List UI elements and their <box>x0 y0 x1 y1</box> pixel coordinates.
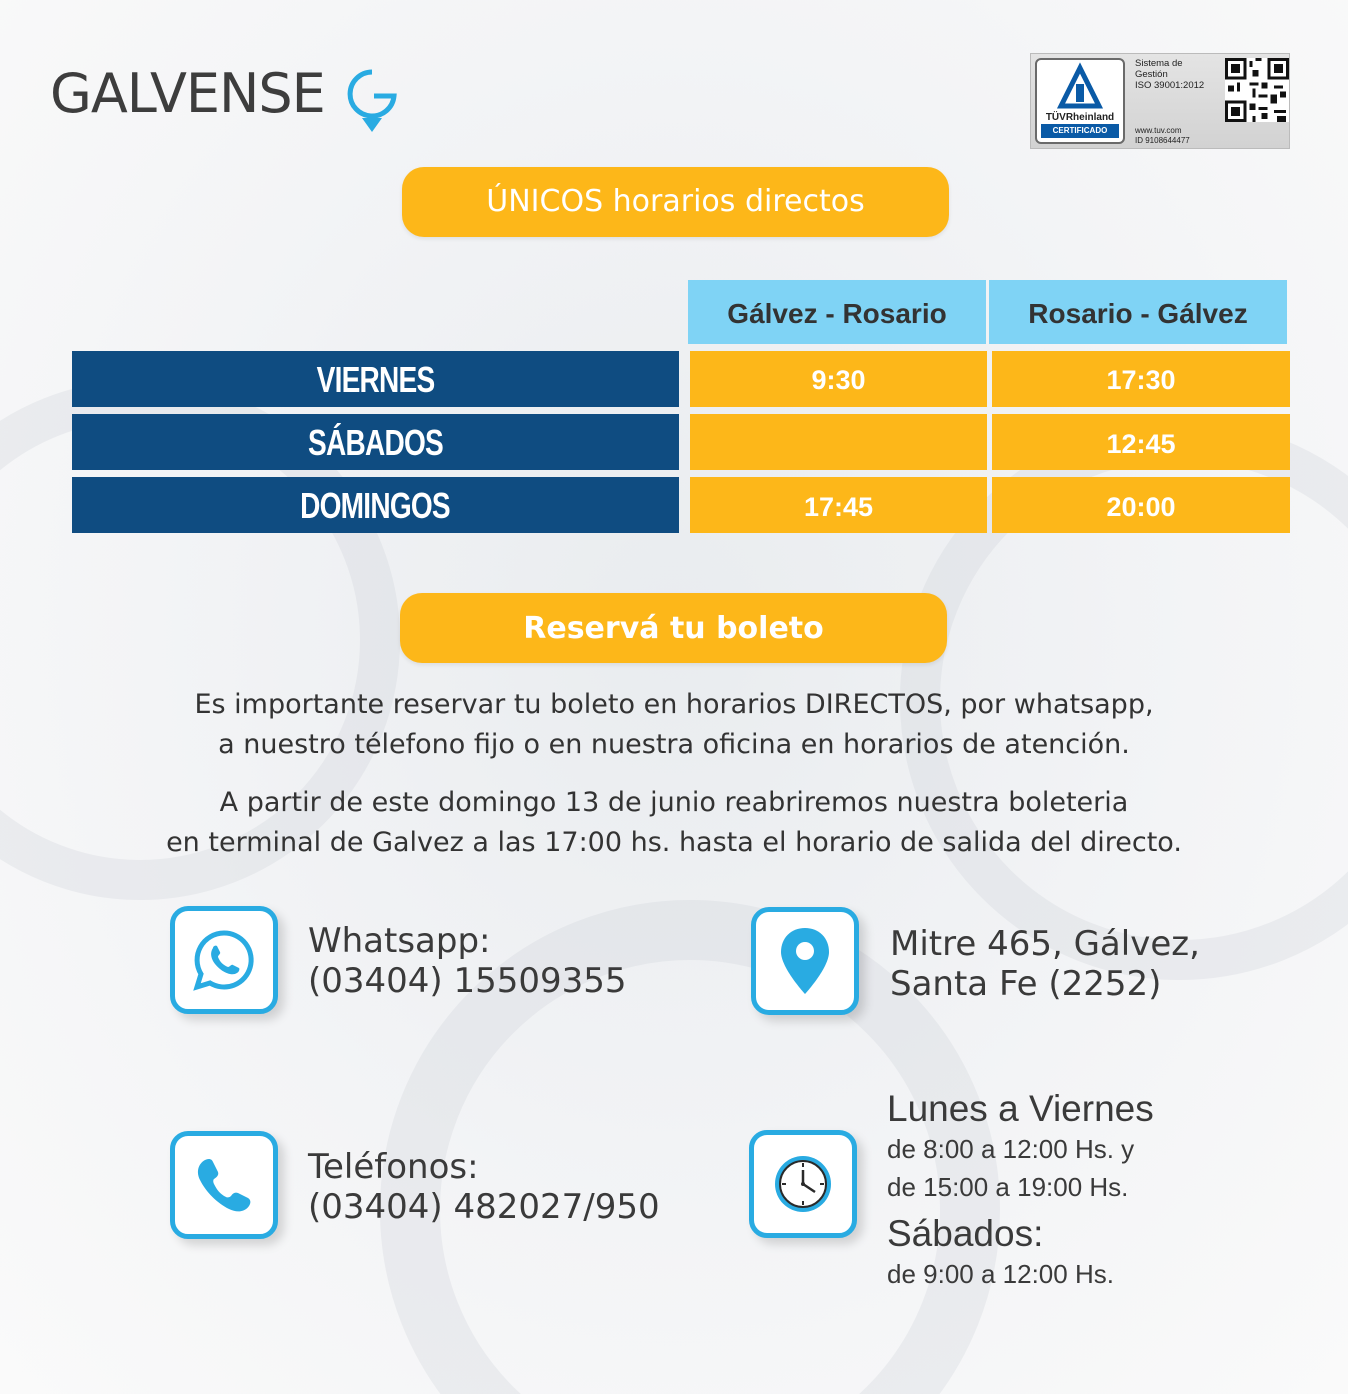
cert-web: www.tuv.com ID 9108644477 <box>1135 126 1190 145</box>
tuv-triangle-icon <box>1037 62 1123 112</box>
hours-weekdays-title: Lunes a Viernes <box>887 1088 1154 1129</box>
whatsapp-icon <box>191 927 257 993</box>
time-cell: 9:30 <box>690 351 987 407</box>
hours-saturday-title: Sábados: <box>887 1213 1044 1254</box>
column-header-rosario-galvez: Rosario - Gálvez <box>989 280 1287 344</box>
time-cell: 20:00 <box>992 477 1290 533</box>
schedule-banner: ÚNICOS horarios directos <box>402 167 949 237</box>
clock-icon-box <box>749 1130 857 1238</box>
phones-contact: Teléfonos: (03404) 482027/950 <box>308 1147 660 1227</box>
reservation-info: Es importante reservar tu boleto en horarios DIRECTOS, por whatsapp, a nuestro télefono fijo o en nuestra oficina en horarios de atención. <box>194 689 1154 760</box>
time-cell: 17:45 <box>690 477 987 533</box>
ticket-office-info: A partir de este domingo 13 de junio reabriremos nuestra boleteria en terminal de Galvez a las 17:00 hs. hasta el horario de salida del directo. <box>166 787 1182 858</box>
row-label-domingos: DOMINGOS <box>72 477 679 533</box>
whatsapp-icon-box <box>170 906 278 1014</box>
time-cell <box>690 414 987 470</box>
time-cell: 17:30 <box>992 351 1290 407</box>
reserve-banner: Reservá tu boleto <box>400 593 947 663</box>
tuv-brand: TÜVRheinland <box>1045 112 1115 123</box>
hours-weekdays-morning: de 8:00 a 12:00 Hs. y <box>887 1134 1135 1164</box>
address: Mitre 465, Gálvez, Santa Fe (2252) <box>890 924 1200 1004</box>
phone-icon <box>195 1156 253 1214</box>
phone-icon-box <box>170 1131 278 1239</box>
row-label-sabados: SÁBADOS <box>72 414 679 470</box>
location-pin-icon <box>779 926 831 996</box>
logo-wordmark: GALVENSE <box>50 62 325 125</box>
tuv-logo <box>1035 58 1125 144</box>
qr-code-icon <box>1225 58 1289 122</box>
tuv-certified-label: CERTIFICADO <box>1041 124 1119 138</box>
hours-weekdays-afternoon: de 15:00 a 19:00 Hs. <box>887 1172 1129 1202</box>
tuv-certificate <box>1030 53 1290 149</box>
cert-system: Sistema de Gestión ISO 39001:2012 <box>1135 58 1205 91</box>
whatsapp-contact: Whatsapp: (03404) 15509355 <box>308 921 627 1001</box>
row-label-viernes: VIERNES <box>72 351 679 407</box>
hours-saturday: de 9:00 a 12:00 Hs. <box>887 1259 1114 1289</box>
time-cell: 12:45 <box>992 414 1290 470</box>
location-icon-box <box>751 907 859 1015</box>
column-header-galvez-rosario: Gálvez - Rosario <box>688 280 986 344</box>
logo-g-pin-icon <box>346 68 398 136</box>
clock-icon <box>771 1152 835 1216</box>
